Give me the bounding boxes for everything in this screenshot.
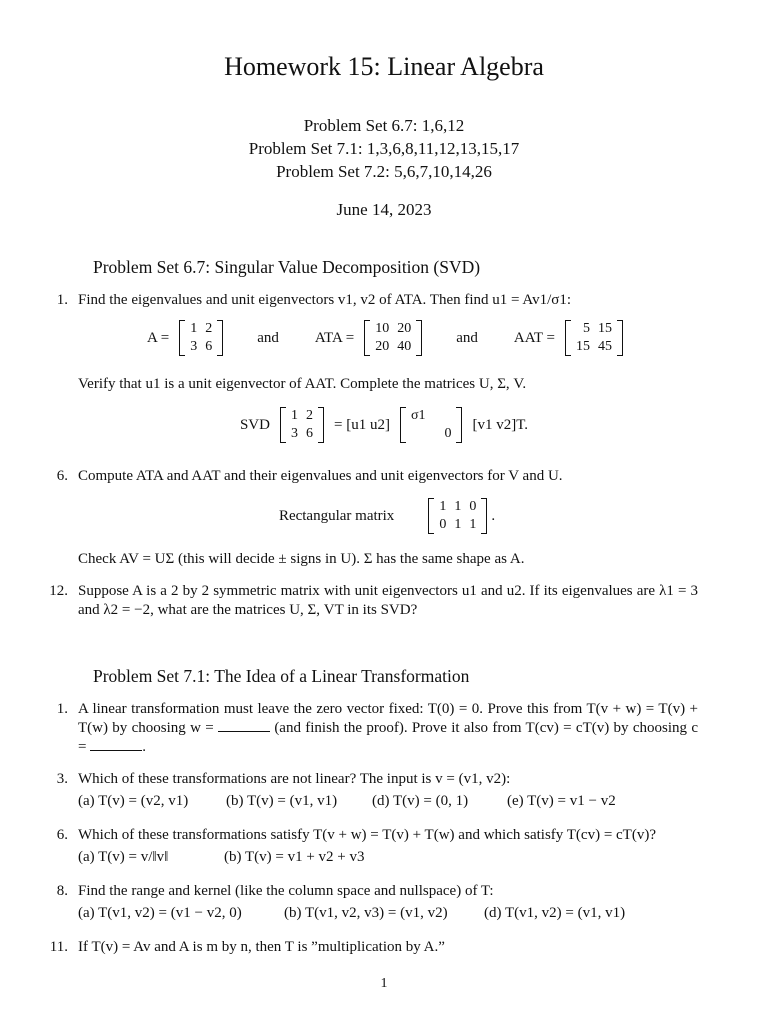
matrix-a: 1 2 3 6 [179, 320, 223, 356]
problem-number: 1. [56, 292, 68, 308]
problem-set-line-1: Problem Set 6.7: 1,6,12 [303, 116, 465, 135]
matrix-a: 1 2 3 6 [280, 407, 324, 443]
problem-set-line-2: Problem Set 7.1: 1,3,6,8,11,12,13,15,17 [248, 139, 520, 158]
problem-text: Check AV = UΣ (this will decide ± signs in U). Σ has the same shape as A. [78, 551, 525, 567]
option: (a) T(v) = v/‖v‖ [78, 849, 169, 865]
problem-number: 11. [49, 939, 68, 955]
svd-u-factor: = [u1 u2] [333, 416, 390, 433]
problem-text: Which of these transformations are not linear? The input is v = (v1, v2): [78, 771, 511, 787]
problem-number: 12. [49, 583, 68, 599]
matrix-row [0, 320, 768, 356]
rect-matrix-label: Rectangular matrix [278, 507, 395, 524]
problem-text: Which of these transformations satisfy T(v + w) = T(v) + T(w) and which satisfy T(cv) = cT(v)? [78, 827, 656, 843]
matrix-aat: 5 15 15 45 [565, 320, 623, 356]
problem-number: 1. [56, 701, 68, 717]
matrix-sigma: σ1 0 [400, 407, 463, 443]
section-heading-6-7: Problem Set 6.7: Singular Value Decomposition (SVD) [93, 257, 481, 277]
matrix-a-label: A = [146, 329, 170, 346]
problem-text: Find the range and kernel (like the column space and nullspace) of T: [78, 883, 494, 899]
options-7-1-8 [78, 905, 625, 922]
and-label: and [456, 329, 478, 346]
options-7-1-3 [78, 793, 616, 810]
option: (b) T(v) = (v1, v1) [226, 793, 338, 809]
matrix-ata-label: ATA = [314, 329, 355, 346]
option: (a) T(v) = (v2, v1) [78, 793, 189, 809]
page-number: 1 [380, 976, 388, 991]
problem-text: Compute ATA and AAT and their eigenvalues and unit eigenvectors for V and U. [78, 468, 563, 484]
answer-blank-w [218, 719, 270, 732]
matrix-aat-label: AAT = [513, 329, 556, 346]
problem-number: 6. [56, 827, 68, 843]
problem-text: Find the eigenvalues and unit eigenvectors v1, v2 of ATA. Then find u1 = Av1/σ1: [78, 292, 572, 308]
and-label: and [257, 329, 279, 346]
matrix-ata: 10 20 20 40 [364, 320, 422, 356]
option: (d) T(v1, v2) = (v1, v1) [484, 905, 626, 921]
option: (d) T(v) = (0, 1) [372, 793, 469, 809]
section-heading-7-1: Problem Set 7.1: The Idea of a Linear Transformation [93, 666, 470, 686]
svd-row [0, 407, 768, 443]
problem-text: If T(v) = Av and A is m by n, then T is ”multiplication by A.” [78, 939, 445, 955]
problem-text: Suppose A is a 2 by 2 symmetric matrix with unit eigenvectors u1 and u2. If its eigenvalues are λ1 = 3 and λ2 = −2, what are the matrices U, Σ, VT in its SVD? [78, 583, 698, 618]
rect-matrix-period: . [491, 507, 496, 524]
document-title: Homework 15: Linear Algebra [224, 52, 544, 81]
problem-set-line-3: Problem Set 7.2: 5,6,7,10,14,26 [276, 162, 492, 181]
problem-text: A linear transformation must leave the zero vector fixed: T(0) = 0. Prove this from T(v + w) = T(v) + T(w) by choosing w = (and finish the proof). Prove it also from T(cv) = cT(v) by choosing c = . [78, 701, 698, 755]
svd-v-factor: [v1 v2]T. [472, 416, 529, 433]
option: (e) T(v) = v1 − v2 [507, 793, 616, 809]
svd-label: SVD [239, 416, 270, 433]
rect-matrix-row [0, 498, 768, 534]
problem-number: 3. [56, 771, 68, 787]
document-date: June 14, 2023 [336, 200, 432, 219]
problem-number: 8. [56, 883, 68, 899]
option: (b) T(v1, v2, v3) = (v1, v2) [284, 905, 448, 921]
options-7-1-6 [78, 849, 365, 866]
problem-number: 6. [56, 468, 68, 484]
option: (b) T(v) = v1 + v2 + v3 [224, 849, 365, 865]
rect-matrix: 1 1 0 0 1 1 [428, 498, 487, 534]
option: (a) T(v1, v2) = (v1 − v2, 0) [78, 905, 242, 921]
problem-text: Verify that u1 is a unit eigenvector of AAT. Complete the matrices U, Σ, V. [78, 376, 527, 392]
answer-blank-c [90, 738, 142, 751]
